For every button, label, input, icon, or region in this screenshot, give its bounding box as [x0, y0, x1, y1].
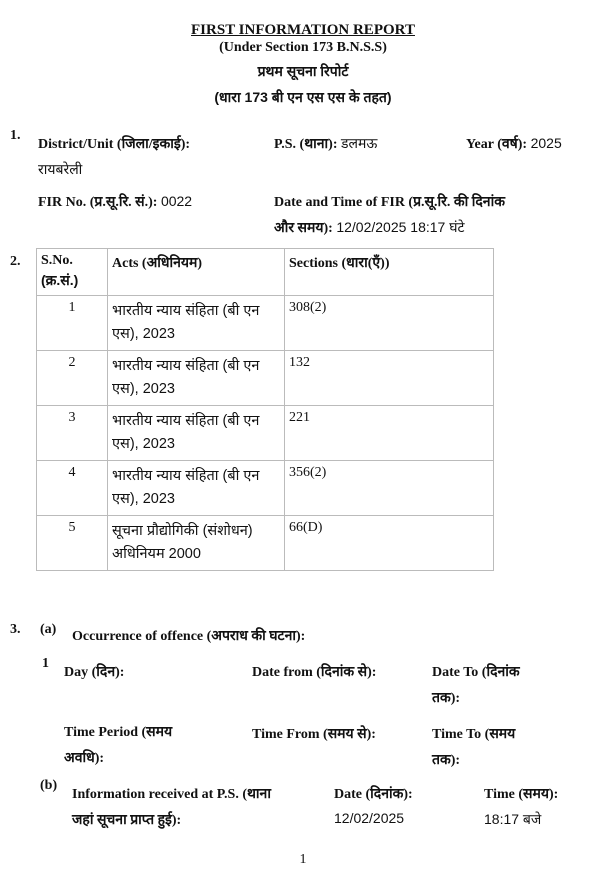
info-time-value: 18:17 बजे [484, 811, 542, 827]
time-period-label: Time Period (समय [64, 725, 173, 740]
time-to-label-2: तक): [432, 753, 461, 768]
fir-datetime-value: 12/02/2025 18:17 घंटे [336, 219, 465, 235]
row-section: 308(2) [285, 296, 494, 351]
row-sno: 1 [37, 296, 108, 351]
table-row [37, 351, 494, 406]
fir-datetime-label: Date and Time of FIR (प्र.सू.रि. की दिनांक [274, 195, 505, 210]
fir-number-label: FIR No. (प्र.सू.रि. सं.): [38, 195, 158, 210]
row-act: सूचना प्रौद्योगिकी (संशोधन) अधिनियम 2000 [108, 516, 285, 571]
row-sno: 3 [37, 406, 108, 461]
time-period-label-2: अवधि): [64, 751, 105, 766]
row-act: भारतीय न्याय संहिता (बी एन एस), 2023 [108, 406, 285, 461]
police-station-value: डलमऊ [341, 135, 378, 151]
header-sno: S.No. (क्र.सं.) [37, 249, 108, 296]
date-to-label-2: तक): [432, 691, 461, 706]
row-sno: 4 [37, 461, 108, 516]
table-row [37, 461, 494, 516]
row-act: भारतीय न्याय संहिता (बी एन एस), 2023 [108, 461, 285, 516]
section-3b-label: (b) [40, 778, 58, 793]
section-2-number: 2. [10, 254, 21, 269]
info-date-label: Date (दिनांक): [334, 787, 413, 802]
subsection-number: 1 [42, 656, 49, 671]
time-to-label: Time To (समय [432, 727, 516, 742]
row-act: भारतीय न्याय संहिता (बी एन एस), 2023 [108, 296, 285, 351]
row-section: 221 [285, 406, 494, 461]
header-acts: Acts (अधिनियम) [108, 249, 285, 296]
document-title: FIRST INFORMATION REPORT [191, 22, 415, 38]
header-sections: Sections (धारा(एँ)) [285, 249, 494, 296]
district-label: District/Unit (जिला/इकाई): [38, 137, 191, 152]
info-time-label: Time (समय): [484, 787, 559, 802]
section-3a-label: (a) [40, 622, 57, 637]
info-received-label: Information received at P.S. (थाना [72, 787, 271, 802]
row-act: भारतीय न्याय संहिता (बी एन एस), 2023 [108, 351, 285, 406]
table-row [37, 516, 494, 571]
acts-table-header [37, 249, 494, 296]
row-sno: 5 [37, 516, 108, 571]
fir-datetime-label-2: और समय): [274, 221, 333, 236]
document-title-hindi: प्रथम सूचना रिपोर्ट [257, 63, 349, 79]
day-label: Day (दिन): [64, 665, 125, 680]
row-section: 66(D) [285, 516, 494, 571]
document-subtitle-hindi: (धारा 173 बी एन एस एस के तहत) [214, 89, 392, 105]
table-row [37, 296, 494, 351]
info-received-label-2: जहां सूचना प्राप्त हुई): [72, 813, 182, 828]
section-1-number: 1. [10, 128, 21, 143]
fir-number-value: 0022 [160, 193, 193, 209]
occurrence-label: Occurrence of offence (अपराध की घटना): [72, 629, 306, 644]
year-label: Year (वर्ष): [466, 137, 528, 152]
row-section: 132 [285, 351, 494, 406]
table-row [37, 406, 494, 461]
row-section: 356(2) [285, 461, 494, 516]
acts-table [36, 248, 494, 571]
year-value: 2025 [530, 135, 562, 151]
document-subtitle: (Under Section 173 B.N.S.S) [219, 40, 387, 55]
info-date-value: 12/02/2025 [334, 810, 405, 826]
time-from-label: Time From (समय से): [252, 727, 376, 742]
row-sno: 2 [37, 351, 108, 406]
district-value: रायबरेली [38, 161, 83, 177]
date-to-label: Date To (दिनांक [432, 665, 520, 680]
section-3-number: 3. [10, 622, 21, 637]
police-station-label: P.S. (थाना): [274, 137, 338, 152]
date-from-label: Date from (दिनांक से): [252, 665, 377, 680]
page-number: 1 [299, 852, 307, 867]
